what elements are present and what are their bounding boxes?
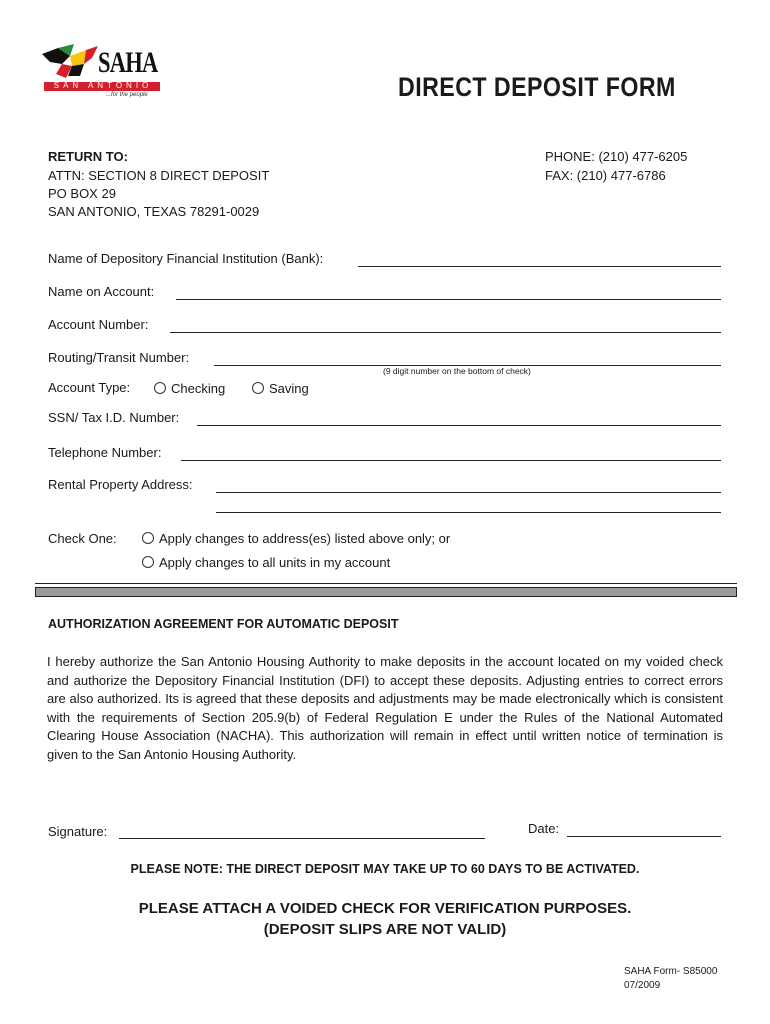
section-divider-line bbox=[35, 583, 737, 584]
saha-bird-icon bbox=[40, 44, 100, 86]
rental-address-label: Rental Property Address: bbox=[48, 477, 193, 492]
return-to-heading: RETURN TO: bbox=[48, 149, 128, 164]
saving-radio[interactable] bbox=[252, 382, 264, 394]
telephone-field[interactable] bbox=[181, 460, 721, 461]
option-address-only[interactable] bbox=[142, 530, 450, 547]
option-all-units-radio[interactable] bbox=[142, 556, 154, 568]
saha-logo bbox=[40, 44, 165, 100]
signature-label: Signature: bbox=[48, 824, 108, 839]
date-field[interactable] bbox=[567, 836, 721, 837]
bank-field[interactable] bbox=[358, 266, 721, 267]
attach-check-line2: (DEPOSIT SLIPS ARE NOT VALID) bbox=[263, 921, 507, 938]
logo-tagline: ...for the people bbox=[106, 92, 148, 98]
bank-label: Name of Depository Financial Institution (Bank): bbox=[48, 251, 324, 266]
return-to-line3: SAN ANTONIO, TEXAS 78291-0029 bbox=[48, 204, 260, 219]
authorization-heading: AUTHORIZATION AGREEMENT FOR AUTOMATIC DEPOSIT bbox=[48, 617, 399, 631]
date-label: Date: bbox=[528, 821, 560, 836]
logo-brand: SAHA bbox=[98, 46, 158, 79]
rental-address-field-2[interactable] bbox=[216, 512, 721, 513]
fax-number: FAX: (210) 477-6786 bbox=[545, 168, 666, 183]
form-date: 07/2009 bbox=[624, 980, 661, 991]
account-number-label: Account Number: bbox=[48, 317, 149, 332]
check-one-label: Check One: bbox=[48, 531, 117, 546]
page-title: DIRECT DEPOSIT FORM bbox=[398, 72, 676, 102]
routing-label: Routing/Transit Number: bbox=[48, 350, 190, 365]
return-to-line2: PO BOX 29 bbox=[48, 186, 116, 201]
ssn-label: SSN/ Tax I.D. Number: bbox=[48, 410, 180, 425]
account-type-label: Account Type: bbox=[48, 380, 131, 395]
phone-number: PHONE: (210) 477-6205 bbox=[545, 149, 688, 164]
option-address-only-radio[interactable] bbox=[142, 532, 154, 544]
ssn-field[interactable] bbox=[197, 425, 721, 426]
checking-label: Checking bbox=[171, 381, 226, 396]
checking-radio[interactable] bbox=[154, 382, 166, 394]
logo-city: SAN ANTONIO bbox=[53, 81, 153, 90]
section-divider-bar bbox=[35, 587, 737, 597]
option-all-units-label: Apply changes to all units in my account bbox=[159, 555, 391, 570]
attach-check-line1: PLEASE ATTACH A VOIDED CHECK FOR VERIFICATION PURPOSES. bbox=[138, 900, 632, 917]
account-name-label: Name on Account: bbox=[48, 284, 155, 299]
saving-label: Saving bbox=[269, 381, 309, 396]
checking-option[interactable] bbox=[154, 380, 225, 397]
activation-note: PLEASE NOTE: THE DIRECT DEPOSIT MAY TAKE UP TO 60 DAYS TO BE ACTIVATED. bbox=[130, 862, 640, 876]
saving-option[interactable] bbox=[252, 380, 309, 397]
rental-address-field-1[interactable] bbox=[216, 492, 721, 493]
option-address-only-label: Apply changes to address(es) listed above only; or bbox=[159, 531, 451, 546]
account-number-field[interactable] bbox=[170, 332, 721, 333]
authorization-body: I hereby authorize the San Antonio Housing Authority to make deposits in the account located on my voided check and authorize the Depository Financial Institution (DFI) to accept these deposits. Adjusting entries to correct errors are also authorized. Its is agreed that these deposits and adjustments may be made electronically which is consistent with the requirements of Section 205.9(b) of Federal Regulation E under the Rules of the National Automated Clearing House Association (NACHA). This authorization will remain in effect until written notice of termination is given to the San Antonio Housing Authority. bbox=[47, 654, 723, 762]
account-name-field[interactable] bbox=[176, 299, 721, 300]
option-all-units[interactable] bbox=[142, 554, 390, 571]
signature-field[interactable] bbox=[119, 838, 485, 839]
form-id: SAHA Form- S85000 bbox=[624, 966, 718, 977]
telephone-label: Telephone Number: bbox=[48, 445, 162, 460]
return-to-line1: ATTN: SECTION 8 DIRECT DEPOSIT bbox=[48, 168, 270, 183]
routing-hint: (9 digit number on the bottom of check) bbox=[383, 366, 531, 376]
